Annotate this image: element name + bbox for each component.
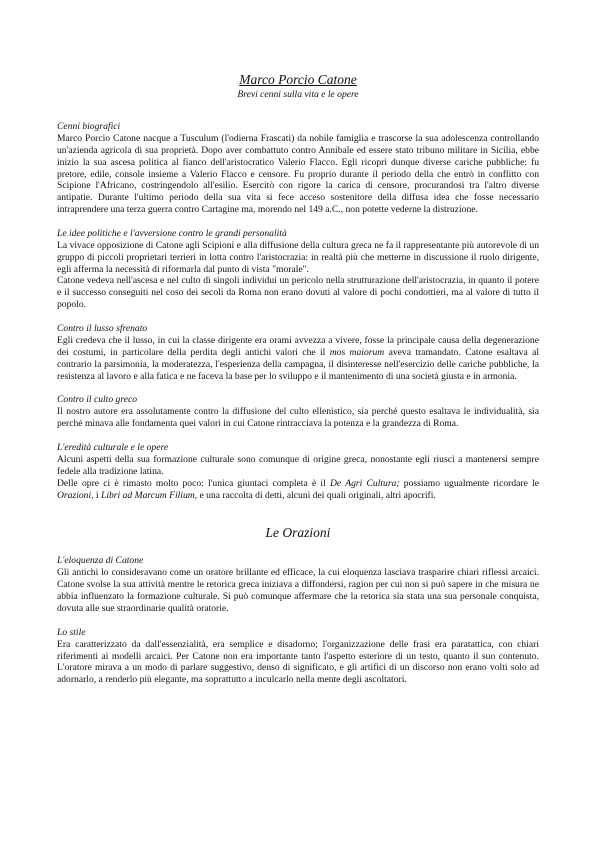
section-title-orazioni: Le Orazioni [265, 525, 331, 541]
section-against-luxury [57, 323, 539, 382]
page-subtitle: Brevi cenni sulla vita e le opere [237, 89, 359, 100]
section-eloquence [57, 555, 539, 614]
section-heading: Cenni biografici [57, 121, 121, 132]
paragraph [57, 335, 539, 382]
section-biography [57, 121, 539, 216]
emphasis: Libri ad Marcum Filium, [100, 489, 198, 501]
section-heading: Contro il lusso sfrenato [57, 322, 148, 334]
section-heading: Lo stile [57, 626, 86, 638]
paragraph: Alcuni aspetti della sua formazione culturale sono comunque di origine greca, nonostante egli riuscì a mantenersi sempre fedele alla tradizione latina. [57, 454, 539, 477]
section-heading: L'eloquenza di Catone [57, 555, 144, 567]
section-heading: L'eredità culturale e le opere [57, 442, 169, 454]
page-title: Marco Porcio Catone [239, 72, 357, 87]
document-page [57, 72, 539, 686]
text-run: Egli credeva che il lusso, in cui la classe dirigente era orami avvezza a vivere, fosse la principale causa della degenerazione dei costumi, in particolare della perdita degli antichi valori che il [57, 334, 539, 358]
section-cultural-legacy [57, 442, 539, 501]
emphasis: De Agri Cultura; [329, 477, 400, 489]
text-run: i [93, 489, 101, 501]
section-against-greek-cult [57, 394, 539, 430]
paragraph: Catone vedeva nell'ascesa e nel culto di singoli individui un pericolo nella strutturazione dell'aristocrazia, in quanto il potere e il successo conseguiti nel coso dei secoli da Roma non erano dovuti al valore di pochi condottieri, ma al valore di tutto il popolo. [57, 275, 539, 311]
text-run: possiamo ugualmente ricordare le [399, 477, 539, 489]
paragraph: La vivace opposizione di Catone agli Scipioni e alla diffusione della cultura greca ne fa il rappresentante più autorevole di un gruppo di piccoli proprietari terrieri in lotta contro l'aristocrazia: in realtà più che metterne in discussione il ruolo dirigente, egli afferma la necessità di riformarla dal punto di vista "morale". [57, 239, 539, 275]
section-political-ideas [57, 228, 539, 311]
paragraph [57, 478, 539, 502]
emphasis: mos maiorum [329, 346, 385, 358]
section-heading: Le idee politiche e l'avversione contro le grandi personalità [57, 227, 287, 239]
text-run: aveva tramandato. Catone esaltava al contrario la parsimonia, la moderatezza, l'esperienza della campagna, il disinteresse nell'esercizio delle cariche pubbliche, la resistenza al lavoro e alla fatica e ne faceva la base per lo sviluppo e il mantenimento di una società giusta e in armonia. [57, 346, 539, 382]
section-heading: Contro il culto greco [57, 394, 138, 406]
section-style [57, 627, 539, 686]
paragraph: Marco Porcio Catone nacque a Tusculum (l'odierna Frascati) da nobile famiglia e trascorse la sua adolescenza controllando un'azienda agricola di sua proprietà. Dopo aver combattuto contro Annibale ed essere stato tribuno militare in Sicilia, ebbe inizio la sua ascesa politica al fianco dell'aristocratico Valerio Flacco. Egli ricoprì dunque diverse cariche pubbliche: fu pretore, edile, console insieme a Valerio Flacco e censore. Fu proprio durante il periodo della che entrò in conflitto con Scipione l'Africano, costringendolo all'esilio. Esercitò con rigore la carica di censore, procurandosi tra l'altro diverse antipatie. Durante l'ultimo periodo della sua vita si fece acceso sostenitore della diffusa idea che fosse necessario intraprendere una terza guerra contro Cartagine ma, morendo nel 149 a.C., non potette vederne la distruzione. [57, 133, 539, 216]
text-run: Delle opre ci è rimasto molto poco: l'unica giuntaci completa è il [57, 477, 330, 489]
text-run: e una raccolta di detti, alcuni dei quali originali, altri apocrifi. [197, 489, 436, 501]
emphasis: Orazioni, [57, 489, 94, 501]
paragraph: Il nostro autore era assolutamente contro la diffusione del culto ellenistico, sia perché questo esaltava le individualità, sia perché minava alle fondamenta quei valori in cui Catone rintracciava la potenza e la grandezza di Roma. [57, 406, 539, 430]
paragraph: Gli antichi lo consideravano come un oratore brillante ed efficace, la cui eloquenza lasciava trasparire chiari riflessi arcaici. Catone svolse la sua attività mentre le retorica greca iniziava a diffondersi, ragion per cui non si può sapere in che misura ne abbia influenzato la formazione culturale. Si può comunque affermare che la retorica sia stata una sua personale conquista, dovuta alle sue straordinarie qualità oratorie. [57, 567, 539, 614]
paragraph: Era caratterizzato da dall'essenzialità, era semplice e disadorno; l'organizzazione delle frasi era paratattica, con chiari riferimenti ai modelli arcaici. Per Catone non era importante tanto l'aspetto esteriore di un testo, quanto il suo contenuto. L'oratore mirava a un modo di parlare suggestivo, denso di significato, e gli artifici di un discorso non erano volti solo ad adornarlo, a renderlo più elegante, ma soprattutto a inculcarlo nella mente degli ascoltatori. [57, 638, 539, 686]
